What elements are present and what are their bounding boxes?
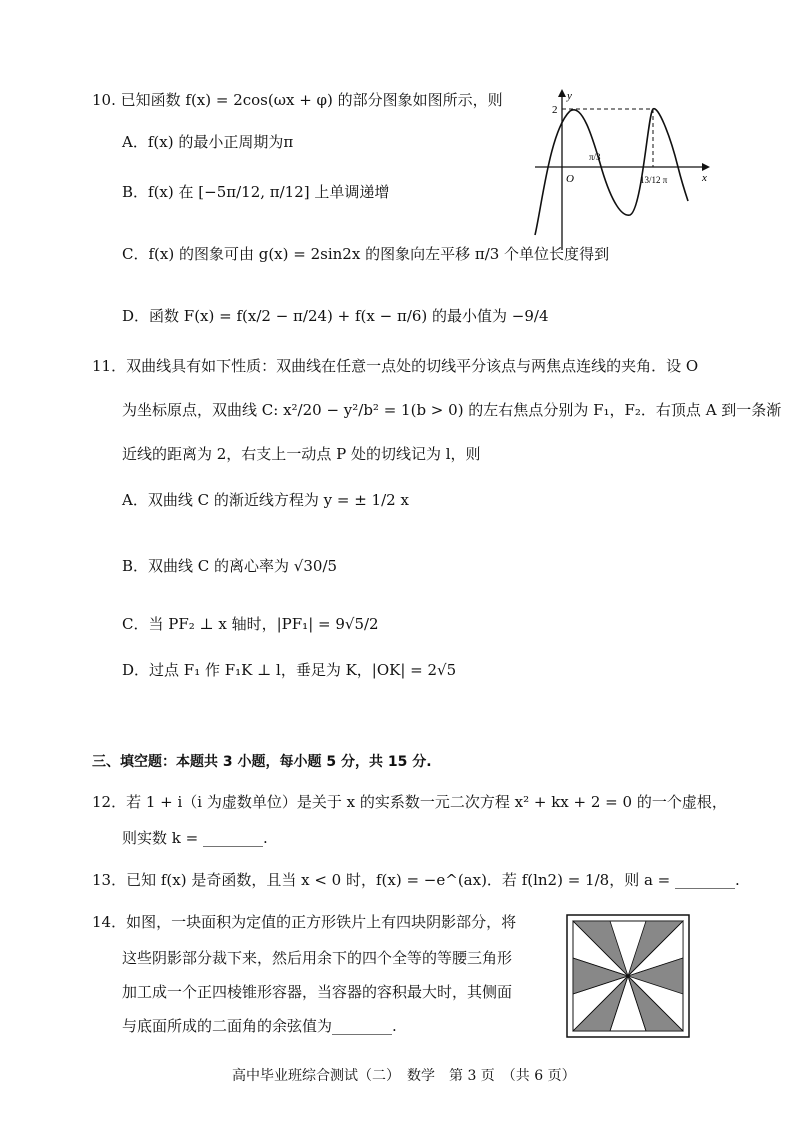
q13-text: 13．已知 f(x) 是奇函数，且当 x < 0 时，f(x) = −e^(ax)．若 f(ln2) = 1/8，则 a = ________. [92, 871, 740, 889]
x-tick-pi-over-3: π/3 [589, 152, 601, 162]
q14-line-2: 这些阴影部分裁下来，然后用余下的四个全等的等腰三角形 [122, 949, 513, 967]
q11-option-d: D．过点 F₁ 作 F₁K ⊥ l，垂足为 K，|OK| = 2√5 [122, 661, 457, 679]
q10-option-a: A．f(x) 的最小正周期为π [122, 133, 294, 151]
page-footer: 高中毕业班综合测试（二） 数学 第 3 页 （共 6 页） [232, 1068, 576, 1084]
y-axis-arrow [558, 89, 566, 97]
q14-line-1: 14．如图，一块面积为定值的正方形铁片上有四块阴影部分，将 [92, 913, 517, 931]
q11-option-c: C．当 PF₂ ⊥ x 轴时，|PF₁| = 9√5/2 [122, 615, 379, 633]
q14-line-3: 加工成一个正四棱锥形容器，当容器的容积最大时，其侧面 [122, 983, 513, 1001]
q11-stem-1: 11．双曲线具有如下性质：双曲线在任意一点处的切线平分该点与两焦点连线的夹角．设 O [92, 357, 699, 375]
x-axis-label: x [702, 172, 707, 184]
q14-square-figure [565, 913, 691, 1039]
q10-stem: 10. 已知函数 f(x) = 2cos(ωx + φ) 的部分图象如图所示，则 [92, 91, 503, 109]
q11-stem-2: 为坐标原点，双曲线 C: x²/20 − y²/b² = 1(b > 0) 的左右焦点分别为 F₁，F₂．右顶点 A 到一条渐 [122, 401, 782, 419]
q14-line-4: 与底面所成的二面角的余弦值为________. [122, 1017, 397, 1035]
x-axis-arrow [702, 163, 710, 171]
q10-option-b: B．f(x) 在 [−5π/12, π/12] 上单调递增 [122, 183, 390, 201]
q10-option-d: D．函数 F(x) = f(x/2 − π/24) + f(x − π/6) 的最小值为 −9/4 [122, 307, 549, 325]
q11-option-a: A．双曲线 C 的渐近线方程为 y = ± 1/2 x [122, 491, 409, 509]
y-axis-label: y [567, 90, 572, 102]
cosine-curve [535, 109, 688, 235]
q12-line-1: 12．若 1 + i（i 为虚数单位）是关于 x 的实系数一元二次方程 x² + kx + 2 = 0 的一个虚根， [92, 793, 727, 811]
q11-option-b: B．双曲线 C 的离心率为 √30/5 [122, 557, 338, 575]
x-tick-13-12-pi: 13/12 π [640, 175, 668, 185]
section-fill-in-title: 三、填空题：本题共 3 小题，每小题 5 分，共 15 分. [92, 754, 432, 770]
y-tick-2: 2 [552, 104, 558, 116]
q10-option-c: C．f(x) 的图象可由 g(x) = 2sin2x 的图象向左平移 π/3 个单位长度得到 [122, 245, 610, 263]
q10-cosine-graph [530, 85, 715, 255]
q11-stem-3: 近线的距离为 2，右支上一动点 P 处的切线记为 l，则 [122, 445, 481, 463]
origin-label: O [566, 173, 574, 185]
q12-line-2: 则实数 k = ________. [122, 829, 268, 847]
